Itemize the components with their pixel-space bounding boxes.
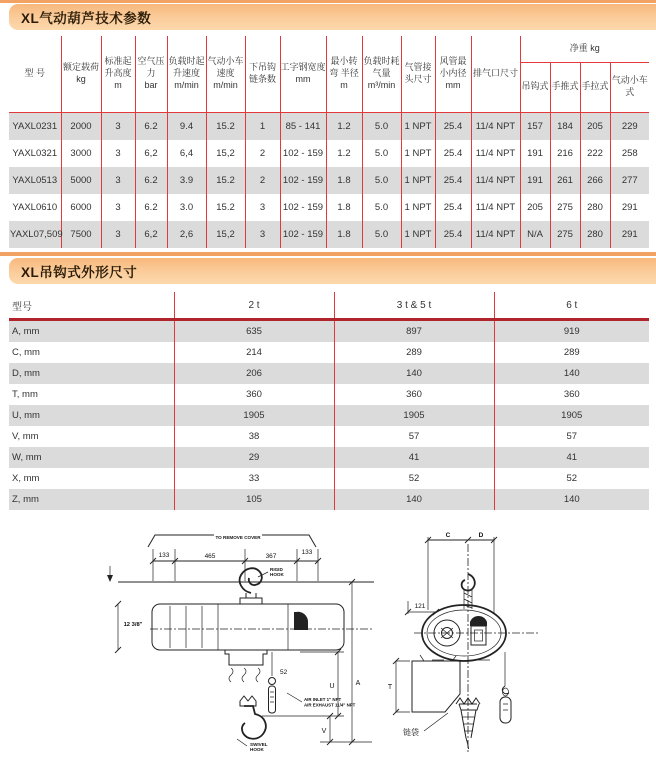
row-label-cell: YAXL0513	[9, 167, 61, 194]
value-cell: 360	[563, 389, 580, 400]
value-cell: 6,2	[135, 221, 167, 248]
value-cell: 3	[101, 140, 135, 167]
col-header-air-consumption	[362, 36, 401, 112]
value-cell: 258	[621, 147, 638, 159]
col-header-air-pressure	[135, 36, 167, 112]
header-label: 负载时耗气量	[363, 56, 400, 78]
value-cell: 140	[334, 363, 494, 384]
header-unit: mm	[295, 73, 311, 84]
value-cell: 6,4	[167, 140, 206, 167]
value-cell: 11/4 NPT	[471, 140, 520, 167]
swivel-hook-label: SWIVEL	[250, 742, 268, 747]
dimension-table-row	[9, 320, 649, 343]
value-cell: 7500	[61, 221, 101, 248]
value-cell: 29	[174, 447, 334, 468]
value-cell: 1	[245, 112, 280, 140]
value-cell: 1 NPT	[401, 194, 435, 221]
value-cell: 102 - 159	[280, 167, 326, 194]
value-cell: 280	[580, 194, 610, 221]
row-label-cell: W, mm	[9, 447, 174, 468]
value-cell: 184	[550, 112, 580, 140]
header-label: 负载时起升速度	[168, 56, 205, 78]
value-cell: 222	[580, 140, 610, 167]
value-cell: 3	[101, 167, 135, 194]
value-cell: 261	[550, 167, 580, 194]
row-label-cell: YAXL0610	[9, 194, 61, 221]
value-cell: 3	[101, 221, 135, 248]
row-label-cell: D, mm	[9, 363, 174, 384]
col-header-exhaust-size	[471, 36, 520, 112]
col-header-chain-falls	[245, 36, 280, 112]
value-cell: 6000	[61, 194, 101, 221]
value-cell: 6.2	[135, 194, 167, 221]
value-cell: 25.4	[435, 167, 471, 194]
value-cell: 205	[520, 194, 550, 221]
value-cell: 15.2	[206, 194, 245, 221]
row-label-cell: YAXL0231	[9, 112, 61, 140]
swivel-hook	[240, 696, 266, 739]
col-header-push-type: 手推式	[550, 62, 580, 112]
section2-title: XL吊钩式外形尺寸	[21, 265, 138, 280]
value-cell: 11/4 NPT	[471, 167, 520, 194]
header-label: 标准起升高度	[104, 56, 132, 78]
value-cell: 3.9	[167, 167, 206, 194]
value-cell: 6.2	[135, 167, 167, 194]
value-cell: 214	[174, 342, 334, 363]
value-cell: 1.8	[326, 221, 362, 248]
dim-label-133-left: 133	[158, 552, 170, 559]
value-cell: N/A	[520, 221, 550, 248]
dim-label-t: T	[387, 684, 393, 691]
value-cell: 41	[334, 447, 494, 468]
air-inlet-note: AIR INLET 1" NPT	[304, 697, 342, 702]
value-cell: 52	[566, 473, 578, 484]
header-label: 下吊钩链条数	[248, 62, 276, 84]
value-cell: 5.0	[362, 167, 401, 194]
value-cell: 157	[520, 112, 550, 140]
value-cell: 105	[174, 489, 334, 510]
value-cell: 3.0	[167, 194, 206, 221]
value-cell: 1 NPT	[401, 112, 435, 140]
value-cell: 2,6	[167, 221, 206, 248]
dimension-table-row	[9, 426, 649, 447]
header-label: 空气压力	[137, 56, 165, 78]
value-cell: 11/4 NPT	[471, 221, 520, 248]
value-cell: 102 - 159	[280, 140, 326, 167]
height-label: 12 3/8"	[123, 622, 143, 628]
value-cell: 1905	[494, 405, 649, 426]
value-cell: 275	[550, 194, 580, 221]
value-cell: 1.2	[326, 112, 362, 140]
value-cell: 3	[101, 194, 135, 221]
value-cell: 57	[334, 426, 494, 447]
dim-label-367: 367	[265, 553, 277, 560]
spec-table-row	[9, 140, 649, 167]
spec-table-row	[9, 167, 649, 194]
section1-header-band	[9, 4, 656, 30]
technical-drawings	[0, 505, 656, 759]
chain-bag	[412, 655, 460, 712]
row-label-cell: C, mm	[9, 342, 174, 363]
row-label-cell: X, mm	[9, 468, 174, 489]
dim-label-52: 52	[280, 669, 288, 676]
value-cell: 291	[610, 221, 649, 248]
value-cell: 1.2	[326, 140, 362, 167]
dim-col-header-3t5t: 3 t & 5 t	[334, 292, 494, 320]
end-view-drawing	[388, 532, 540, 752]
dimension-table-row	[9, 342, 649, 363]
section1-title: XL气动葫芦技术参数	[21, 11, 152, 26]
value-cell: 1 NPT	[401, 167, 435, 194]
header-unit: m³/min	[367, 79, 396, 90]
value-cell: 11/4 NPT	[471, 194, 520, 221]
header-unit: m	[340, 79, 348, 90]
header-unit: bar	[144, 79, 158, 90]
col-header-air-trolley-type: 气动小车式	[611, 75, 648, 97]
rigid-hook-label: HOOK	[270, 572, 284, 577]
dimension-table-row	[9, 363, 649, 384]
dimension-table	[9, 292, 649, 510]
value-cell: 206	[174, 363, 334, 384]
value-cell: 140	[334, 489, 494, 510]
col-header-hose-diameter	[435, 36, 471, 112]
dim-col-header-model: 型号	[9, 292, 174, 320]
col-header-trolley-speed	[206, 36, 245, 112]
col-header-lift-speed	[167, 36, 206, 112]
dim-label-121: 121	[414, 603, 426, 610]
control-pendant	[269, 678, 276, 714]
value-cell: 3000	[61, 140, 101, 167]
dimension-table-row	[9, 405, 649, 426]
side-pendant	[500, 652, 511, 723]
value-cell: 102 - 159	[280, 194, 326, 221]
value-cell: 2	[245, 140, 280, 167]
col-header-turn-radius	[326, 36, 362, 112]
value-cell: 57	[566, 431, 578, 442]
spec-table-row	[9, 221, 649, 248]
header-unit: m/min	[213, 79, 238, 90]
col-header-rated-load	[61, 36, 101, 112]
row-label-cell: YAXL0321	[9, 140, 61, 167]
col-header-hook-type: 吊钩式	[520, 62, 550, 112]
value-cell: 5.0	[362, 194, 401, 221]
dim-label-133-right: 133	[301, 549, 313, 556]
value-cell: 289	[563, 347, 580, 358]
header-unit: m	[114, 79, 122, 90]
value-cell: 25.4	[435, 112, 471, 140]
dim-label-u: U	[329, 683, 335, 690]
chain-housing	[225, 650, 267, 682]
value-cell: 25.4	[435, 140, 471, 167]
value-cell: 360	[174, 384, 334, 405]
section-divider-rule	[0, 252, 656, 256]
value-cell: 897	[334, 320, 494, 343]
row-label-cell: U, mm	[9, 405, 174, 426]
value-cell: 229	[610, 112, 649, 140]
hoist-body	[152, 593, 344, 650]
value-cell: 6.2	[135, 112, 167, 140]
col-header-beam-width	[280, 36, 326, 112]
value-cell: 3	[245, 194, 280, 221]
dim-label-v: V	[321, 728, 327, 735]
value-cell: 9.4	[167, 112, 206, 140]
header-unit: kg	[76, 73, 86, 84]
dimension-table-row	[9, 447, 649, 468]
value-cell: 205	[580, 112, 610, 140]
header-label: 气管接头尺寸	[404, 62, 432, 84]
header-label: 工字钢宽度	[280, 62, 326, 73]
dim-label-c: C	[445, 532, 451, 539]
value-cell: 191	[520, 140, 550, 167]
value-cell: 5.0	[362, 221, 401, 248]
dimension-table-row	[9, 468, 649, 489]
col-header-pull-type: 手拉式	[580, 62, 610, 112]
row-label-cell: Z, mm	[9, 489, 174, 510]
header-label: 最小转弯 半径	[329, 56, 359, 78]
spec-table-row	[9, 194, 649, 221]
value-cell: 1.8	[326, 167, 362, 194]
value-cell: 5.0	[362, 140, 401, 167]
value-cell: 216	[550, 140, 580, 167]
header-unit: m/min	[174, 79, 199, 90]
value-cell: 25.4	[435, 194, 471, 221]
value-cell: 1 NPT	[401, 221, 435, 248]
value-cell: 38	[174, 426, 334, 447]
value-cell: 1905	[174, 405, 334, 426]
spec-table	[9, 36, 649, 248]
air-exhaust-note: AIR EXHAUST 11/4" NPT	[304, 702, 356, 708]
value-cell: 291	[621, 201, 638, 213]
rigid-hook-label: RIGID	[270, 567, 283, 572]
row-label-cell: A, mm	[9, 320, 174, 343]
col-header-lift-height	[101, 36, 135, 112]
value-cell: 191	[520, 167, 550, 194]
header-label: 风管最小内径	[439, 56, 467, 78]
value-cell: 140	[494, 363, 649, 384]
value-cell: 140	[494, 489, 649, 510]
dimension-table-row	[9, 384, 649, 405]
value-cell: 360	[334, 384, 494, 405]
row-label-cell: YAXL07,509	[9, 221, 61, 248]
value-cell: 266	[580, 167, 610, 194]
value-cell: 1 NPT	[401, 140, 435, 167]
header-label: 排气口尺寸	[472, 67, 518, 78]
value-cell: 289	[334, 342, 494, 363]
dim-label-465: 465	[204, 553, 216, 560]
value-cell: 3	[245, 221, 280, 248]
value-cell: 52	[334, 468, 494, 489]
swivel-hook-label: HOOK	[250, 747, 264, 752]
value-cell: 15,2	[206, 221, 245, 248]
value-cell: 1.8	[326, 194, 362, 221]
dim-col-header-2t: 2 t	[174, 292, 334, 320]
value-cell: 15,2	[206, 140, 245, 167]
chain-bag-label: 链袋	[403, 728, 419, 737]
value-cell: 25.4	[435, 221, 471, 248]
value-cell: 2	[245, 167, 280, 194]
header-label: 额定载荷	[62, 62, 99, 73]
rigid-hook	[240, 568, 262, 593]
spec-table-row	[9, 112, 649, 140]
col-header-model: 型 号	[9, 36, 61, 112]
value-cell: 85 - 141	[280, 112, 326, 140]
value-cell: 11/4 NPT	[471, 112, 520, 140]
header-unit: mm	[445, 79, 461, 90]
value-cell: 15.2	[206, 167, 245, 194]
value-cell: 2000	[61, 112, 101, 140]
top-orange-rule	[0, 0, 656, 3]
dim-label-d: D	[478, 532, 484, 539]
col-header-pipe-joint	[401, 36, 435, 112]
value-cell: 41	[494, 447, 649, 468]
value-cell: 5.0	[362, 112, 401, 140]
value-cell: 275	[550, 221, 580, 248]
value-cell: 635	[174, 320, 334, 343]
value-cell: 5000	[61, 167, 101, 194]
dim-col-header-6t: 6 t	[494, 292, 649, 320]
value-cell: 102 - 159	[280, 221, 326, 248]
header-label: 气动小车速度	[207, 56, 244, 78]
value-cell: 3	[101, 112, 135, 140]
value-cell: 6,2	[135, 140, 167, 167]
row-label-cell: V, mm	[9, 426, 174, 447]
row-label-cell: T, mm	[9, 384, 174, 405]
cover-note: TO REMOVE COVER	[215, 535, 261, 540]
value-cell: 277	[610, 167, 649, 194]
value-cell: 33	[174, 468, 334, 489]
value-cell: 919	[494, 320, 649, 343]
dim-label-a: A	[355, 680, 361, 687]
col-header-net-weight-group: 净重 kg	[520, 36, 649, 62]
side-view-drawing	[107, 535, 374, 752]
section2-header-band	[9, 258, 656, 284]
value-cell: 15.2	[206, 112, 245, 140]
value-cell: 280	[580, 221, 610, 248]
value-cell: 1905	[334, 405, 494, 426]
